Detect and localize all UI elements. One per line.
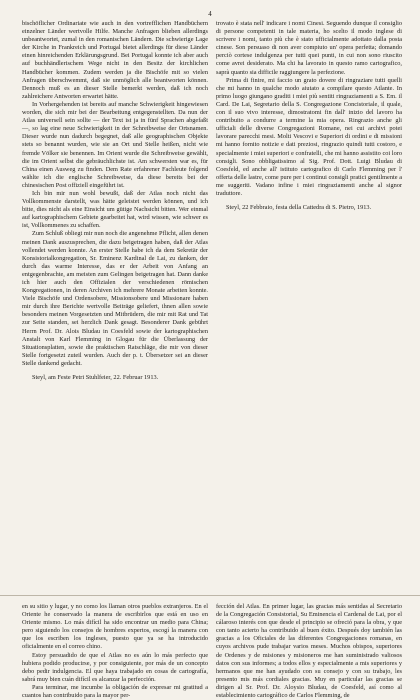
italian-column	[216, 20, 402, 212]
german-paragraph-2: In Vorhergehenden ist bereits auf manche Schwierigkeit hingewiesen worden, die sich mir bei der Bearbeitung entgegenstellten. Da nun der Atlas universell sein sollte — der Text ist ja in fünf Sprachen abgefaßt —, so lag eine neue Schwierigkeit in der Schreibweise der Ortsnamen. Dieser wurde nun dadurch begegnet, daß alle geographischen Objekte stets so benannt wurden, wie sie an Ort und Stelle heißen, nicht wie fremde Völker sie benennen. Im Orient wurde die Schreibweise gewählt, die im Orient selbst die gebräuchlichste ist. Am schwersten war es, für China einen Ausweg zu finden. Dem Rate erfahrener Fachleute folgend wählte ich die englische Schreibweise, da diese bereits bei der chinesischen Post offiziell eingeführt ist.	[22, 100, 208, 189]
italian-paragraph-2: Prima di finire, mi faccio un grato dovere di ringraziare tutti quelli che mi hanno in qualche modo aiutato a compilare questo Atlante. In primo luogo giungano graditi i miei più sentiti ringraziamenti a S. Em. il Card. De Lai, Segretario della S. Congregazione Concistoriale, il quale, con il suo vivo interesse, dimostratomi fin dall' inizio del lavoro ha contribuito a condurre a termine la mia opera. Ringrazio anche gli ufficiali delle diverse Congregazioni Romane, nei cui archivi potei lavorare parecchi mesi. Molti Vescovi e Superiori di ordini e di missioni mi hanno fornito notizie e dati preziosi, ringrazio quindi tutti costoro, e specialmente i miei superiori e confratelli, che mi hanno assistito coi loro consigli. Sono obbligatissimo al Sig. Prof. Dott. Luigi Bludau di Coesfeld, ed anche all' istituto cartografico di Carlo Flemming per l' offerta delle lastre, come pure per i continui consigli pratici gentilmente a me suggeriti. Vadano infine i miei ringraziamenti anche al signor traduttore.	[216, 76, 402, 197]
italian-signoff: Steyl, 22 Febbraio, festa della Cattedra di S. Pietro, 1913.	[226, 204, 372, 212]
german-signoff: Steyl, am Feste Petri Stuhlfeier, 22. Februar 1913.	[32, 374, 159, 382]
spanish-column-left	[22, 603, 208, 700]
section-divider	[0, 595, 420, 596]
german-paragraph-1: bischöflicher Ordinariate wie auch in den vortrefflichen Handbüchern einzelner Länder wertvolle Hilfe. Manche Anfragen blieben allerdings unbeantwortet, zumal in den romanischen Ländern. Die schwierige Lage der Kirche in Frankreich und Portugal bietet allerdings für diese Länder einen hinreichenden Erklärungsgrund. Bei Portugal konnte ich aber auch auf buchhändlerischem Wege nicht in den Besitz der kirchlichen Handbücher kommen. Zudem werden ja die Bischöfe mit so vielen Anfragen überschwemmt, daß sie unmöglich alle beantworten können. Dennoch muß es an dieser Stelle bemerkt werden, daß ich noch zahlreichere Antworten erwartet hätte.	[22, 20, 208, 100]
spanish-paragraph-1: en su sitio y lugar, y no como los llaman otros pueblos extranjeros. En el Oriente he conservado la manera de escribirlos que está en uso en Oriente mismo. Lo más difícil ha sido encontrar un medio para China; pero siguiendo los consejos de hombres expertos, escogí la manera con que los escriben los ingleses, puesto que ya se ha introducido oficialmente en el correo chino.	[22, 603, 208, 651]
italian-paragraph-1: trovato è stata nell' indicare i nomi Cinesi. Seguendo dunque il consiglio di persone competenti in tale materia, ho scelto il modo inglese di scrivere i nomi, tanto più che è stato ufficialmente adottato dalla posta cinese. Son persuaso di non aver compiuto un' opera perfetta; domando perciò cortese indulgenza per tutti quei punti, in cui non sono riuscito come avrei desiderato. Ma chi ha lavorato in questo ramo cartografico, saprà quanto sia difficile raggiungere la perfezione.	[216, 20, 402, 76]
german-column	[22, 20, 208, 382]
spanish-paragraph-2: Estoy persuadido de que el Atlas no es aún lo más perfecto que hubiera podido producirse, y por consiguiente, por más de un concepto debo pedir indulgencia. El que haya trabajado en cosas de cartografía, sabrá muy bien cuán difícil es alcanzar la perfección.	[22, 651, 208, 683]
german-paragraph-3: Ich bin mir nun wohl bewußt, daß der Atlas noch nicht das Vollkommenste darstellt, was hätte geleistet werden können, und ich bitte, dies nicht als eine Einsicht um gütige Nachsicht bitten. Wer einmal auf kartographischem Gebiete gearbeitet hat, wird wissen, wie schwer es ist, Vollkommenes zu schaffen.	[22, 189, 208, 230]
page-number: 4	[208, 10, 212, 18]
spanish-paragraph-4: fección del Atlas. En primer lugar, las gracias más sentidas al Secretario de la Congregación Consistorial, Su Eminencia el Cardenal de Lai, por el cálaroso interés con que desde el principio se ofreció para la obra, y que con tanto acierto ha contribuido al buen éxito. Después doy también las gracias a los Oficiales de las diferentes Congregaciones romanas, en cuyos archivos pude trabajar varios meses. Muchos obispos, superiores de Ordenes y de misiones y misioneros me han suministrado valiosos datos con sus informes; a todos ellos y especialmente a mis superiores y hermanos que me han ayudado con su consejo y con su trabajo, les presento mis más cordiales gracias. Muy en particular las gracias se dirigen al Sr. Prof. Dr. Aloysio Bludau, de Coesfeld, así como al establecimiento cartográfico de Carlos Flemming, de	[216, 603, 402, 700]
spanish-paragraph-3: Para terminar, me incumbe la obligación de expresar mi gratitud a cuantos han contribuido para la mayor per-	[22, 683, 208, 700]
spanish-column-right	[216, 603, 402, 700]
german-paragraph-4: Zum Schluß obliegt mir nun noch die angenehme Pflicht, allen denen meinen Dank auszusprechen, die dazu beigetragen haben, daß der Atlas vollendet werden konnte. An erster Stelle habe ich da dem Sekretär der Konsistorialkongregation, Sr. Eminenz Kardinal de Lai, zu danken, der durch das warme Interesse, das er der Arbeit von Anfang an entgegenbrachte, am meisten zum Gelingen beigetragen hat. Dann danke ich hier auch den Offizialen der verschiedenen römischen Kongregationen, in deren Archiven ich mehrere Monate arbeiten konnte. Viele Bischöfe und Ordensobere, Missionsobere und Missionare haben mir durch ihre Berichte wertvolle Beiträge geliefert, ihnen allen sowie besonders meinen Vorgesetzten und Mitbrüdern, die mir mit Rat und Tat zur Seite standen, sei herzlich Dank gesagt. Besonderer Dank gebührt Herrn Prof. Dr. Alois Bludau in Coesfeld sowie der kartographischen Anstalt von Karl Flemming in Glogau für die Überlassung der Situationsplatten, sowie die praktischen Ratschläge, die mir von dieser Stelle fortgesetzt zuteil wurden. Auch der p. t. Übersetzer sei an dieser Stelle dankend gedacht.	[22, 230, 208, 367]
